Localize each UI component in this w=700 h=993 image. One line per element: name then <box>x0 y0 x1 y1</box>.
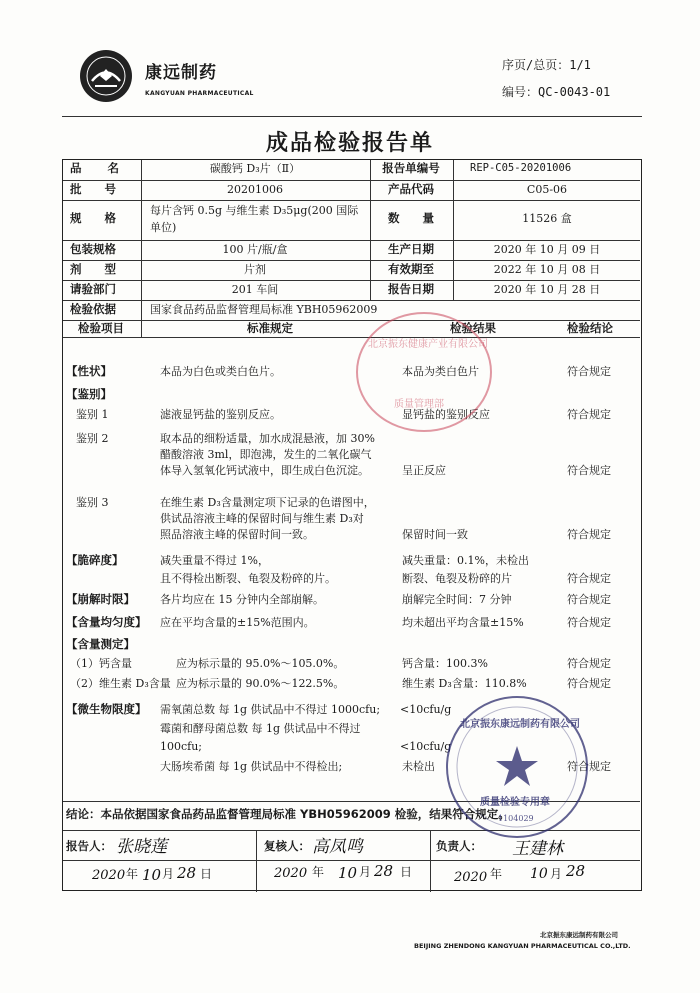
std-microbial-line4: 大肠埃希菌 每 1g 供试品中不得检出; <box>160 760 343 773</box>
form-label: 剂 型 <box>70 262 116 276</box>
col-header-result: 检验结果 <box>450 321 496 335</box>
report-date-value: 2020 年 10 月 28 日 <box>493 283 601 296</box>
std-ident-3-line3: 照品溶液主峰的保留时间一致。 <box>160 528 314 541</box>
conclusion-properties: 符合规定 <box>567 365 611 378</box>
company-logo <box>80 50 132 102</box>
manager-signature: 王建林 <box>512 839 563 859</box>
std-ident-2-line3: 体导入氢氧化钙试液中，即生成白色沉淀。 <box>160 464 369 477</box>
std-ident-3-line2: 供试品溶液主峰的保留时间与维生素 D₃对 <box>160 512 364 525</box>
item-ident-3: 鉴别 3 <box>76 496 109 509</box>
conclusion-disintegration: 符合规定 <box>567 593 611 606</box>
spec-label: 规 格 <box>70 211 116 225</box>
company-name: 康远制药 <box>145 63 217 83</box>
result-assay-1: 钙含量：100.3% <box>402 657 488 670</box>
col-header-standard: 标准规定 <box>247 321 293 335</box>
std-microbial-line1: 需氧菌总数 每 1g 供试品中不得过 1000cfu; <box>160 703 381 716</box>
std-microbial-line2: 霉菌和酵母菌总数 每 1g 供试品中不得过 <box>160 722 361 735</box>
batch-label: 批 号 <box>70 182 116 196</box>
document-number: 编号：QC-0043-01 <box>502 85 611 99</box>
conclusion-assay-1: 符合规定 <box>567 657 611 670</box>
item-microbial: 【微生物限度】 <box>66 702 147 716</box>
std-friability-line2: 且不得检出断裂、龟裂及粉碎的片。 <box>160 572 336 585</box>
std-ident-1: 滤液显钙盐的鉴别反应。 <box>160 408 281 421</box>
qty-value: 11526 盒 <box>522 212 572 225</box>
item-disintegration: 【崩解时限】 <box>66 592 135 606</box>
batch-value: 20201006 <box>227 183 283 196</box>
item-assay: 【含量测定】 <box>66 637 135 651</box>
conclusion-ident-2: 符合规定 <box>567 464 611 477</box>
result-uniformity: 均未超出平均含量±15% <box>402 616 524 629</box>
blue-inspection-stamp: 北京振东康远制药有限公司 质量检验专用章 1104029 <box>446 696 588 838</box>
result-properties: 本品为类白色片 <box>402 365 479 378</box>
conclusion-ident-3: 符合规定 <box>567 528 611 541</box>
company-name-en: KANGYUAN PHARMACEUTICAL <box>145 90 254 97</box>
page-title: 成品检验报告单 <box>265 131 434 156</box>
col-header-item: 检验项目 <box>78 321 124 335</box>
red-quality-stamp: 北京振东健康产业有限公司 质量管理部 <box>356 312 492 432</box>
code-label: 产品代码 <box>388 182 434 196</box>
exp-label: 有效期至 <box>388 262 434 276</box>
reviewer-signature: 高凤鸣 <box>312 837 363 857</box>
item-ident-1: 鉴别 1 <box>76 408 109 421</box>
item-ident-2: 鉴别 2 <box>76 432 109 445</box>
conclusion-microbial: 符合规定 <box>567 760 611 773</box>
footer-company-cn: 北京振东康远制药有限公司 <box>540 931 618 939</box>
result-friability-line1: 减失重量：0.1%，未检出 <box>402 554 529 567</box>
std-properties: 本品为白色或类白色片。 <box>160 365 281 378</box>
pack-value: 100 片/瓶/盒 <box>222 243 288 256</box>
basis-value: 国家食品药品监督管理局标准 YBH05962009 <box>150 303 378 316</box>
basis-label: 检验依据 <box>70 302 116 316</box>
product-label: 品 名 <box>70 161 120 175</box>
product-value: 碳酸钙 D₃片（Ⅱ） <box>209 162 301 175</box>
conclusion-uniformity: 符合规定 <box>567 616 611 629</box>
item-assay-2: （2）维生素 D₃含量 <box>70 677 171 690</box>
report-no-label: 报告单编号 <box>382 161 440 175</box>
result-assay-2: 维生素 D₃含量：110.8% <box>402 677 527 690</box>
item-properties: 【性状】 <box>66 364 112 378</box>
reviewer-label: 复核人： <box>264 839 310 853</box>
result-microbial-1: <10cfu/g <box>400 703 452 716</box>
item-uniformity: 【含量均匀度】 <box>66 615 147 629</box>
mfg-label: 生产日期 <box>388 242 434 256</box>
page-info: 序页/总页：1/1 <box>502 58 591 72</box>
result-disintegration: 崩解完全时间：7 分钟 <box>402 593 512 606</box>
code-value: C05-06 <box>526 183 568 196</box>
std-friability-line1: 减失重量不得过 1%， <box>160 554 269 567</box>
result-microbial-3: 未检出 <box>402 760 435 773</box>
item-assay-1: （1）钙含量 <box>70 657 132 670</box>
std-assay-2: 应为标示量的 90.0%～122.5%。 <box>176 677 345 690</box>
conclusion-assay-2: 符合规定 <box>567 677 611 690</box>
std-ident-3-line1: 在维生素 D₃含量测定项下记录的色谱图中， <box>160 496 375 509</box>
col-header-conclusion: 检验结论 <box>567 321 613 335</box>
mfg-value: 2020 年 10 月 09 日 <box>493 243 601 256</box>
header-divider <box>62 116 642 117</box>
conclusion-text: 结论：本品依据国家食品药品监督管理局标准 YBH05962009 检验，结果符合规定。 <box>66 807 510 821</box>
result-ident-2: 呈正反应 <box>402 464 446 477</box>
std-uniformity: 应在平均含量的±15%范围内。 <box>160 616 315 629</box>
conclusion-ident-1: 符合规定 <box>567 408 611 421</box>
qty-label: 数 量 <box>388 211 434 225</box>
pack-label: 包装规格 <box>70 242 116 256</box>
reporter-label: 报告人： <box>66 839 112 853</box>
std-assay-1: 应为标示量的 95.0%～105.0%。 <box>176 657 345 670</box>
result-friability-line2: 断裂、龟裂及粉碎的片 <box>402 572 512 585</box>
std-ident-2-line1: 取本品的细粉适量，加水成混悬液，加 30% <box>160 432 375 445</box>
report-no-value: REP-C05-20201006 <box>470 162 572 174</box>
item-identification: 【鉴别】 <box>66 387 112 401</box>
exp-value: 2022 年 10 月 08 日 <box>493 263 601 276</box>
result-ident-1: 显钙盐的鉴别反应 <box>402 408 490 421</box>
std-disintegration: 各片均应在 15 分钟内全部崩解。 <box>160 593 324 606</box>
spec-value: 每片含钙 0.5g 与维生素 D₃5μg(200 国际单位) <box>150 204 359 234</box>
reporter-signature: 张晓莲 <box>116 837 167 857</box>
dept-label: 请验部门 <box>70 282 116 296</box>
footer-company-en: BEIJING ZHENDONG KANGYUAN PHARMACEUTICAL CO.,LTD. <box>414 942 631 950</box>
dept-value: 201 车间 <box>231 283 279 296</box>
std-ident-2-line2: 醋酸溶液 3ml，即泡沸，发生的二氧化碳气 <box>160 448 372 461</box>
result-ident-3: 保留时间一致 <box>402 528 468 541</box>
std-microbial-line3: 100cfu; <box>160 740 203 753</box>
conclusion-friability: 符合规定 <box>567 572 611 585</box>
report-date-label: 报告日期 <box>388 282 434 296</box>
item-friability: 【脆碎度】 <box>66 553 124 567</box>
form-value: 片剂 <box>244 263 266 276</box>
result-microbial-2: <10cfu/g <box>400 740 452 753</box>
manager-label: 负责人： <box>436 839 482 853</box>
